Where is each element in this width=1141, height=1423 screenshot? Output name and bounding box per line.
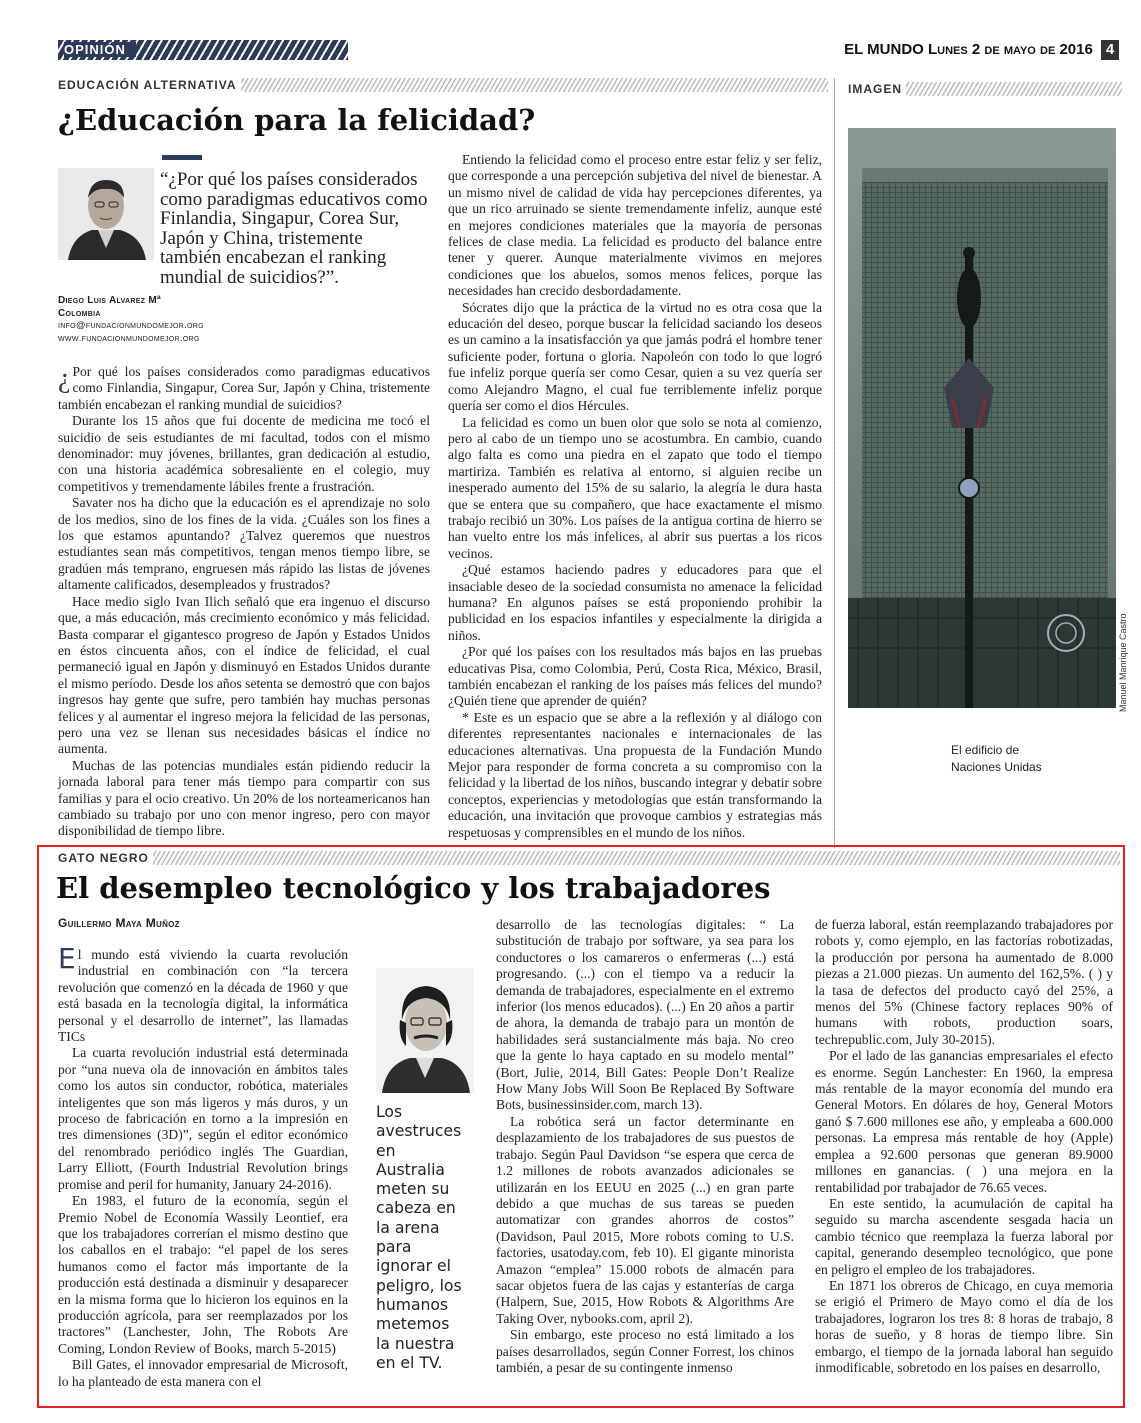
image-kicker-bar [848,82,1122,96]
article2-kicker-bar [58,851,1120,865]
section-label: OPINIÓN [64,42,136,57]
paragraph: La felicidad es como un buen olor que solo se nota al comienzo, pero al cabo de un tiempo uno se acostumbra. En cambio, cuando algo falta es como una piedra en el zapato que todo el tiempo martiriza. También es relativa al entorno, si alguien recibe un inesperado aumento del 15% de su salario, la alegría le dura hasta que se entera que su compañero, que hace exactamente el mismo trabajo recibió un 30%. Los países de la antigua cortina de hierro se han vuelto entre los más infelices, al abrir sus puertas a los ricos vecinos. [448,414,822,561]
author-country: Colombia [58,307,101,319]
author-photo [58,168,154,260]
paragraph: ¿Por qué los países con los resultados más bajos en las pruebas educativas Pisa, como Colombia, Perú, Costa Rica, México, Brasil, también encabezan el ranking de los países más felices del mundo? ¿Quién tiene que aprender de quién? [448,644,822,709]
issue-date: Lunes 2 de mayo de 2016 [928,41,1093,58]
paragraph: Entiendo la felicidad como el proceso entre estar feliz y ser feliz, que corresponde a una percepción subjetiva del nivel de bienestar. A un mismo nivel de calidad de vida hay percepciones diferentes, ya que un rico arruinado se siente tremendamente infeliz, aunque esté en mejores condiciones materiales que la mayoría de personas felices de clase media. La felicidad es producto del balance entre tener y querer. Aunque materialmente vivimos en mejores condiciones que los abuelos, somos menos felices, porque las necesidades han crecido desbordadamente. [448,152,822,299]
drop-cap: ¿ [58,363,71,394]
paragraph: La cuarta revolución industrial está determinada por “una nueva ola de innovación en ámbitos tales como los autos sin conductor, robótica, materiales inteligentes que son más ligeros y más duros, y un proceso de fabricación en torno a la impresión en tres dimensiones (3D)”, según el editor económico del renombrado periódico inglés The Guardian, Larry Elliott, (Fourth Industrial Revolution brings promise and peril for humanity, January 24-2016). [58,1045,348,1192]
paragraph: * Este es un espacio que se abre a la reflexión y al diálogo con diferentes representantes nacionales e internacionales de las educaciones alternativas. Una propuesta de la Fundación Mundo Mejor para responder de forma concreta a su compromiso con la felicidad y la libertad de los niños, buscando integrar y debatir sobre conceptos, experiencias y metodologías que están transformando la educación, una invitación que provoque cambios y estrategias más respetuosas y comprensibles en el mundo de los niños. [448,709,822,840]
paragraph: Por qué los países considerados como paradigmas educativos como Finlandia, Singapur, Corea Sur, Japón y China, tristemente también encabezan el ranking mundial de suicidios? [58,364,430,412]
paragraph: Por el lado de las ganancias empresariales el efecto es enorme. Según Lanchester: En 1960, la empresa más rentable de la mayor economía del mundo era General Motors. En dólares de hoy, General Motors ganó $ 7.600 millones ese año, y empleaba a 600.000 personas. La empresa más rentable de hoy (Apple) emplea a 92.600 personas que generan 89.9000 millones en ganancias. ( ) una mejora en la rentabilidad por trabajador de 76.65 veces. [815,1048,1113,1195]
article2-column-3 [815,917,1113,1376]
quote-accent [162,155,202,160]
article1-kicker: EDUCACIÓN ALTERNATIVA [58,78,241,92]
article2-kicker: GATO NEGRO [58,851,153,865]
paragraph: ¿Qué estamos haciendo padres y educadores para que el insaciable deseo de la sociedad consumista no amenace la felicidad humana? En algunos países se está proponiendo prohibir la publicidad en los espacios infantiles y especialmente la dirigida a niños. [448,562,822,643]
kicker-bar [58,78,828,92]
paragraph: Sócrates dijo que la práctica de la virtud no es otra cosa que la educación del deseo, porque buscar la felicidad saciando los deseos es un camino a la insatisfacción ya que jamás podrá el hombre tener suficiente poder, fortuna o gloria. Napoleón con todo lo que logró fue infeliz porque quería ser como Cesar, quien a su vez quería ser como Alejandro Magno, el cual fue terriblemente infeliz porque quería ser como el dios Hércules. [448,299,822,414]
image-kicker: IMAGEN [848,82,906,96]
un-building-photo [848,128,1116,708]
article2-pull-quote: Los avestruces en Australia meten su cabeza en la arena para ignorar el peligro, los humanos metemos la nuestra en el TV. [376,1103,462,1372]
article1-title: ¿Educación para la felicidad? [58,103,536,137]
article1-column-1 [58,364,430,840]
paragraph: de fuerza laboral, están reemplazando trabajadores por robots y, como ejemplo, en las factorías robotizadas, la producción por persona ha aumentado de 8.000 piezas a 21.000 piezas. Un aumento del 162,5%. ( ) y la tasa de defectos del producto cayó del 25%, a menos del 5% (Chinese factory replaces 90% of humans with robots, production soars, techrepublic.com, July 30-2015). [815,917,1113,1047]
author-website: www.fundacionmundomejor.org [58,332,200,344]
column-divider [834,78,835,848]
caption-line: El edificio de [951,743,1020,757]
article1-author-block [58,295,204,345]
paragraph: Muchas de las potencias mundiales están pidiendo reducir la jornada laboral para tener más tiempo para compartir con sus familias y para el ocio creativo. Un 20% de los norteamericanos han cambiado su trabajo por uno con menor ingreso, pero con mayor disponibilidad de tiempo libre. [58,757,430,839]
article2-column-2 [496,917,794,1376]
article2-column-1 [58,942,348,1390]
paragraph: En 1983, el futuro de la economía, según el Premio Nobel de Economía Wassily Leontief, era que los trabajadores correrían el mismo destino que los caballos en el trabajo: “el papel de los seres humanos como el factor más importante de la producción está destinada a disminuir y desaparecer en la misma forma que lo hicieron los equinos en la producción agrícola, para ser reemplazados por los tractores” (Lanchester, John, The Robots Are Coming, London Review of Books, march 5-2015) [58,1193,348,1356]
page-number: 4 [1101,40,1119,60]
paragraph: En 1871 los obreros de Chicago, en cuya memoria se erigió el Primero de Mayo como el día de los trabajadores, lograron los tres 8: 8 horas de trabajo, 8 horas de sueño, y 8 horas de tiempo libre. Sin embargo, el tiempo de la jornada laboral han seguido inmodificable, sobretodo en los países en desarrollo, [815,1277,1113,1375]
paragraph: Sin embargo, este proceso no está limitado a los países desarrollados, según Conner Forrest, los chinos también, a pesar de su contingente inmenso [496,1327,794,1375]
section-tag [58,40,348,60]
caption-line: Naciones Unidas [951,760,1042,774]
photo-credit: Manuel Manrique Castro [1118,613,1128,712]
paragraph: Durante los 15 años que fui docente de medicina me tocó el suicidio de seis estudiantes de mi facultad, todos con el mismo denominador: muy jóvenes, brillantes, gran dedicación al estudio, con una historia académica sobresaliente en el colegio, muy competitivos y tremendamente lábiles frente a frustración. [58,413,430,494]
article2-author: Guillermo Maya Muñoz [58,916,180,930]
article1-column-2 [448,152,822,841]
paragraph: Savater nos ha dicho que la educación es el aprendizaje no solo de los medios, sino de los fines de la vida. ¿Cuáles son los fines a los que estamos apuntando? ¿Talvez queremos que nuestros estudiantes sean más competitivos, tengan menos tiempo libre, se gradúen más temprano, engruesen más rápido las listas de jóvenes altamente calificados, desempleados y frustrados? [58,495,430,593]
paragraph: La robótica será un factor determinante en desplazamiento de los trabajadores de sus puestos de trabajo. Según Paul Davidson “se espera que cerca de 1.2 millones de robots avanzados adicionales se utilizarán en los EEUU en 2025 (...) en gran parte debido a que muchas de sus tareas se pueden automatizar con grandes ahorros de costos” (Davidson, Paul 2015, More robots coming to U.S. factories, usatoday.com, feb 10). El gigante minorista Amazon “emplea” 15.000 robots de almacén para sacar objetos fuera de las cajas y estanterías de carga (Halpern, Sue, 2015, How Robots & Algorithms Are Taking Over, nybooks.com, april 2). [496,1113,794,1326]
article2-title: El desempleo tecnológico y los trabajadores [56,871,771,905]
author-name: Diego Luis Alvarez Mª [58,295,161,306]
paragraph: Hace medio siglo Ivan Ilich señaló que era ingenuo el discurso que, a más educación, más crecimiento económico y más felicidad. Basta comparar el gigantesco progreso de Japón y Estados Unidos en éstos cincuenta años, con el índice de felicidad, el cual permaneció igual en Japón y disminuyó en Estados Unidos durante el mismo período. Desde los años setenta se demostró que con bajos ingresos hay gente que sufre, pero también hay muchas personas felices y al aumentar el ingreso mejora la felicidad de las personas, pero una vez se llenan sus necesidades básicas el índice no aumenta. [58,593,430,757]
paragraph: desarrollo de las tecnologías digitales: “ La substitución de trabajo por software, ya sea para los conductores o los camareros o enfermeras (...) está progresando. (...) con el tiempo va a reducir la demanda de trabajadores, especialmente en el extremo inferior (los menos educados). (...) En 20 años a partir de ahora, la demanda de trabajo para un montón de habilidades será sustancialmente más baja. No creo que la gente lo haya captado en su modelo mental” (Bort, Julie, 2014, Bill Gates: People Don’t Realize How Many Jobs Will Soon Be Replaced By Software Bots, businessinsider.com, march 13). [496,917,794,1113]
image-caption [951,742,1042,776]
paragraph: En este sentido, la acumulación de capital ha seguido su marcha ascendente sesgada hacia un cambio técnico que reemplaza la fuerza laboral por capital, generando desempleo tecnológico, que pone en peligro el empleo de los trabajadores. [815,1195,1113,1277]
author-email: info@fundacionmundomejor.org [58,320,204,331]
drop-cap: E [58,942,76,975]
paragraph: l mundo está viviendo la cuarta revolución industrial en combinación con “la tercera revolución que comenzó en la década de 1960 y que está basada en la tecnología digital, la informática personal y el desarrollo de internet”, las llamadas TICs [58,947,348,1045]
masthead [844,40,1119,60]
newspaper-name: EL MUNDO [844,41,924,58]
paragraph: Bill Gates, el innovador empresarial de Microsoft, lo ha planteado de esta manera con el [58,1357,348,1389]
author2-photo [376,968,474,1093]
article1-pull-quote: “¿Por qué los países considerados como paradigmas educativos como Finlandia, Singapur, Corea Sur, Japón y China, tristemente también encabezan el ranking mundial de suicidios?”. [160,169,428,288]
